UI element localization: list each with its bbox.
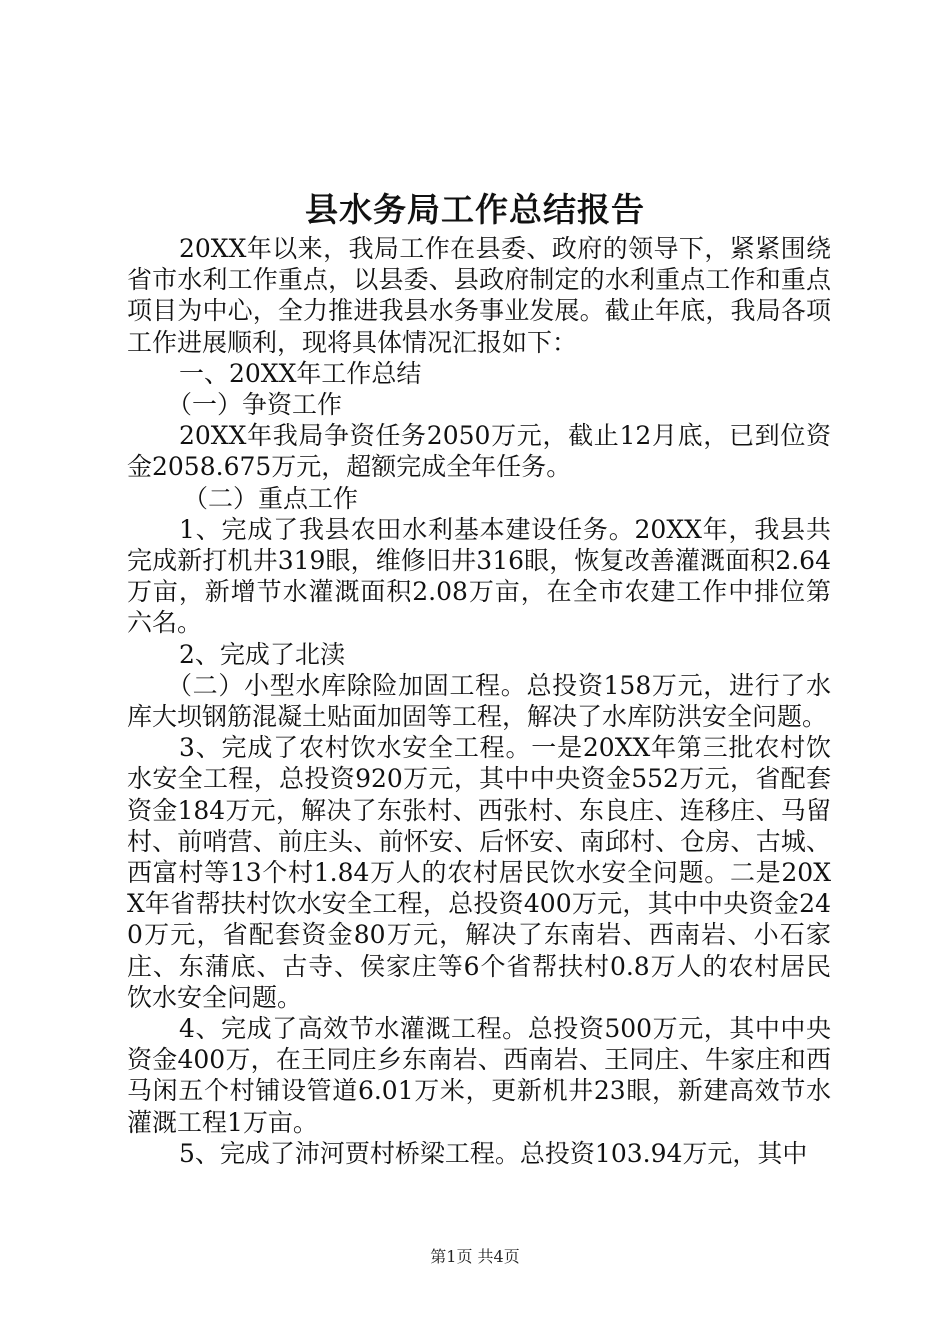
paragraph-item-1: 1、完成了我县农田水利基本建设任务。20XX年，我县共完成新打机井319眼，维修旧井316眼，恢复改善灌溉面积2.64万亩，新增节水灌溉面积2.08万亩，在全市农建工作中排位第六名。: [127, 514, 831, 638]
paragraph-item-4: 4、完成了高效节水灌溉工程。总投资500万元，其中中央资金400万，在王同庄乡东南岩、西南岩、王同庄、牛家庄和西马闲五个村铺设管道6.01万米，更新机井23眼，新建高效节水灌溉工程1万亩。: [127, 1014, 831, 1137]
paragraph-item-2: 2、完成了北渎: [179, 639, 345, 669]
section-heading-1: 一、20XX年工作总结: [179, 358, 422, 388]
subsection-heading-key-work: （二）重点工作: [183, 483, 359, 513]
paragraph-funding: 20XX年我局争资任务2050万元，截止12月底，已到位资金2058.675万元，超额完成全年任务。: [127, 421, 831, 482]
page-footer: 第1页 共4页: [430, 1247, 520, 1266]
paragraph-item-5: 5、完成了沛河贾村桥梁工程。总投资103.94万元，其中: [179, 1138, 808, 1168]
document-body: [127, 233, 831, 1169]
paragraph-intro: 20XX年以来，我局工作在县委、政府的领导下，紧紧围绕省市水利工作重点，以县委、县政府制定的水利重点工作和重点项目为中心，全力推进我县水务事业发展。截止年底，我局各项工作进展顺利，现将具体情况汇报如下：: [127, 234, 831, 357]
subsection-heading-funding: （一）争资工作: [167, 390, 343, 420]
document-title: 县水务局工作总结报告: [305, 190, 645, 229]
paragraph-reservoir: （二）小型水库除险加固工程。总投资158万元，进行了水库大坝钢筋混凝土贴面加固等工程，解决了水库防洪安全问题。: [127, 670, 831, 732]
paragraph-item-3: 3、完成了农村饮水安全工程。一是20XX年第三批农村饮水安全工程，总投资920万元，其中中央资金552万元，省配套资金184万元，解决了东张村、西张村、东良庄、连移庄、马留村、前哨营、前庄头、前怀安、后怀安、南邱村、仓房、古城、西富村等13个村1.84万人的农村居民饮水安全问题。二是20XX年省帮扶村饮水安全工程，总投资400万元，其中中央资金240万元，省配套资金80万元，解决了东南岩、西南岩、小石家庄、东蒲底、古寺、侯家庄等6个省帮扶村0.8万人的农村居民饮水安全问题。: [127, 733, 831, 1012]
